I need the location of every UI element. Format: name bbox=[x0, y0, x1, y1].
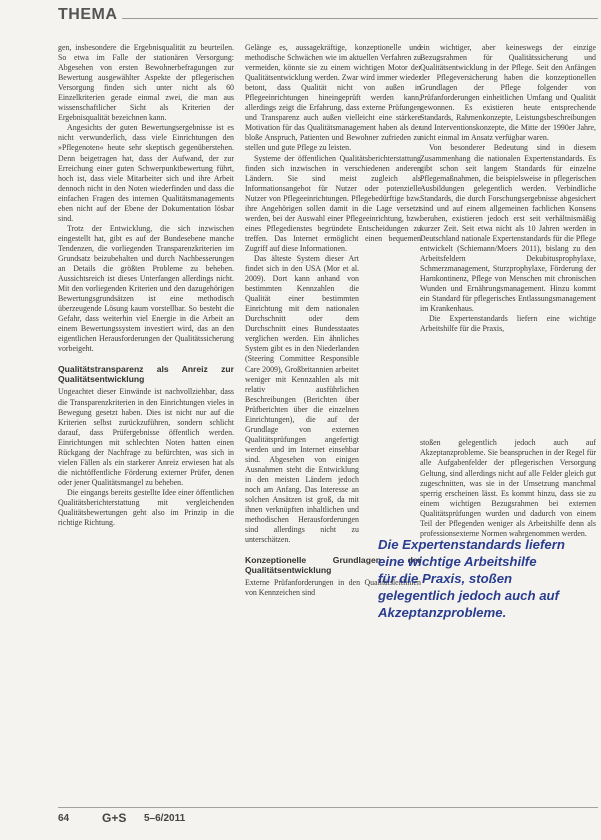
pullquote-spacer bbox=[420, 334, 596, 438]
paragraph: Die Expertenstandards liefern eine wichtige Arbeitshilfe für die Praxis, bbox=[420, 314, 596, 334]
paragraph: Systeme der öffentlichen Qualitätsberichterstattung finden sich inzwischen in verschiedenen anderen Ländern. Sie sind meist zugleich als Informationsangebot für Nutzer oder potenzielle Nutzer von Pflegeeinrichtungen. Pflegebedürftige bzw. ihre Angehörigen sollen damit in die Lage versetzt werden, bei der Auswahl einer Pflegeeinrichtung, bzw. eines Pflegedienstes begründete Entscheidungen zu treffen. Das Internet ermöglicht einen bequemen Zugriff auf diese Informationen. bbox=[245, 153, 421, 253]
paragraph: Das älteste System dieser Art findet sich in den USA (Mor et al. 2009). Dort kann anhand von bestimmten Kennzahlen die Qualität einer bestimmten Einrichtung mit dem nationalen Durchschnitt oder dem Durchschnitt eines Bundesstaates verglichen werden. Ein ähnliches System gibt es in den Niederlanden (Steering Committee Responsible Care 2009), Großbritannien arbeitet weniger mit Kennzahlen als mit relativ ausführlichen Beschreibungen (Berichten über Prüfberichten über die einzelnen Einrichtungen), die auf der Grundlage von externen Qualitätsprüfungen angefertigt werden und im Internet einsehbar sind. Abgesehen von einigen Ausnahmen steht die Entwicklung in den meisten Ländern jedoch noch am Anfang. Das Interesse an solchen Ansätzen ist groß, da mit ihnen verknüpften inhaltlichen und methodischen Herausforderungen sind allerdings nicht zu unterschätzen. bbox=[245, 253, 359, 545]
pull-quote-line: Die Expertenstandards liefern bbox=[378, 537, 565, 552]
magazine-logo: G+S bbox=[102, 811, 127, 825]
paragraph: Gelänge es, aussagekräftige, konzeptionelle und methodische Schwächen wie im aktuellen Verfahren zu vermeiden, könnte sie zu einem wichtigen Motor der Qualitätsentwicklung werden. Zwar wird immer wieder betont, dass Qualität nicht von außen in Pflegeeinrichtungen hineingeprüft werden kann, allerdings zeigt die Erfahrung, dass externe Prüfungen und Transparenz auch außen vielleicht eine stärkere Motivation für das Qualitätsmanagement haben als der bloße Anspruch, Patienten und Bewohner zufrieden zu stellen und gute Pflege zu leisten. bbox=[245, 43, 421, 153]
paragraph: Von besonderer Bedeutung sind in diesem Zusammenhang die nationalen Expertenstandards. Es gibt schon seit langem Standards für einzelne Pflegemaßnahmen, die beispielsweise in pflegerischen Ausbildungen gelegentlich werden. Verbindliche Standards, die durch Forschungsergebnisse abgesichert sind und auf einem allgemeinen fachlichen Konsens beruhen, existieren jedoch erst seit verhältnismäßig kurzer Zeit. Seit etwa nicht als 10 Jahren werden in Deutschland nationale Expertenstandards für die Pflege entwickelt (Schiemann/Moers 2011), bislang zu den Arbeitsfeldern Dekubitusprophylaxe, Schmerzmanagement, Sturzprophylaxe, Förderung der Harnkontinenz, Pflege von Menschen mit chronischen Wunden und Ernährungsmanagement. Hinzu kommt ein Standard für pflegerisches Entlassungsmanagement im Krankenhaus. bbox=[420, 143, 596, 314]
paragraph: ein wichtiger, aber keineswegs der einzige Bezugsrahmen für Qualitätssicherung und Qualitätsentwicklung in der Pflege. Seit den Anfängen der Pflegeversicherung haben die konzeptionellen Grundlagen der Pflege folgender von Prüfanforderungen einheitlichen Umfang und Qualität gewonnen. Es existieren heute entsprechende Standards, Rahmenkonzepte, Leistungsbeschreibungen und Interventionskonzepte, die Mitte der 1990er Jahre, nicht einmal im Ansatz verfügbar waren. bbox=[420, 43, 596, 143]
pull-quote-line: für die Praxis, stoßen bbox=[378, 571, 513, 586]
pull-quote bbox=[378, 536, 593, 621]
subheading: Qualitätstransparenz als Anreiz zur Qualitätsentwicklung bbox=[58, 364, 234, 385]
subheading: Konzeptionelle Grundlagen der Qualitätsentwicklung bbox=[245, 555, 421, 576]
text-column-3 bbox=[420, 43, 596, 539]
paragraph: stoßen gelegentlich jedoch auch auf Akzeptanzprobleme. Sie beanspruchen in der Regel für alle Aufgabenfelder der pflegerischen Versorgung Geltung, sind allerdings nicht auf alle Felder gleich gut zugeschnitten, was sie in der Umsetzung manchmal sperrig erscheinen lässt. Es kommt hinzu, dass sie zu einem wichtigen Bezugsrahmen bei externen Qualitätsprüfungen wurden und dadurch von einem Teil der Pflegenden weniger als Arbeitshilfe denn als professionsexterne Normen wahrgenommen werden. bbox=[420, 438, 596, 538]
paragraph: Trotz der Entwicklung, die sich inzwischen eingestellt hat, gibt es auf der Bundesebene manche Tendenzen, die vorliegenden Transparenzkriterien im Grundsatz beizubehalten und durch Nachbesserungen an Details die größten Probleme zu beheben. Aussichtsreich ist dieses Unterfangen allerdings nicht. Mit den vorliegenden Kriterien und den dazugehörigen Bewertungsgrundsätzen ist eine methodisch überzeugende Lösung kaum vorstellbar. So besteht die Gefahr, dass weiterhin viel Energie in die Arbeit an einem Bewertungssystem investiert wird, das an den eigentlichen Herausforderungen der Qualitätssicherung vorbeigeht. bbox=[58, 223, 234, 354]
paragraph: gen, insbesondere die Ergebnisqualität zu beurteilen. So etwa im Falle der stationären Versorgung: Abgesehen von ersten Bewohnerbefragungen zur Bewertung ausgewählter Aspekte der pflegerischen Versorgung finden sich unter nicht als 60 Einzelkriterien gerade einmal zwei, die man aus wissenschaftlicher Sicht als Kriterien der Ergebnisqualität bezeichnen kann. bbox=[58, 43, 234, 123]
issue-number: 5–6/2011 bbox=[144, 813, 186, 824]
pull-quote-line: eine wichtige Arbeitshilfe bbox=[378, 554, 537, 569]
paragraph: Die eingangs bereits gestellte Idee einer öffentlichen Qualitätsberichterstattung mit vergleichenden Qualitätsbewertungen geht also im Prinzip in die richtige Richtung. bbox=[58, 487, 234, 528]
paragraph: Externe Prüfanforderungen in den Qualitätsleitlinien von Kennzeichen sind bbox=[245, 578, 421, 598]
footer-rule bbox=[58, 807, 598, 808]
text-column-2 bbox=[245, 43, 421, 598]
header-rule bbox=[122, 18, 598, 19]
text-column-1 bbox=[58, 43, 234, 528]
pull-quote-line: Akzeptanzprobleme. bbox=[378, 605, 507, 620]
paragraph: Ungeachtet dieser Einwände ist nachvollziehbar, dass die Transparenzkriterien in den Einrichtungen vieles in Bewegung gesetzt haben. Dies ist nicht nur auf die Kriterien selbst zurückzuführen, sondern schlicht darauf, dass Prüfergebnisse öffentlich werden. Einrichtungen mit schlechten Noten hatten einen Rückgang der Nachfrage zu befürchten, was sich in vielen Fällen als ein starkerer Anreiz erwiesen hat als die nichtöffentliche Förderung externer Prüfer, denen oder jener Qualitätsmangel zu beheben. bbox=[58, 387, 234, 487]
page-footer bbox=[58, 813, 598, 829]
pull-quote-line: gelegentlich jedoch auch auf bbox=[378, 588, 559, 603]
section-label: THEMA bbox=[58, 6, 118, 23]
page-number: 64 bbox=[58, 813, 70, 824]
paragraph: Angesichts der guten Bewertungsergebnisse ist es nicht verwunderlich, dass viele Einrichtungen den »Pflegenoten« heute sehr skeptisch gegenüberstehen. Denn beigetragen hat, dass der Aufwand, der zur Erreichung einer guten Schwerpunktbewertung führt, hoch ist, dass viele Mitarbeiter sich und ihre Arbeit dennoch nicht in den Noten wiederfinden und dass die einfachen Fragen des internen Qualitätsmanagements eben nicht auf der Ebene der Dokumentation lösbar sind. bbox=[58, 123, 234, 223]
section-header bbox=[58, 6, 598, 28]
